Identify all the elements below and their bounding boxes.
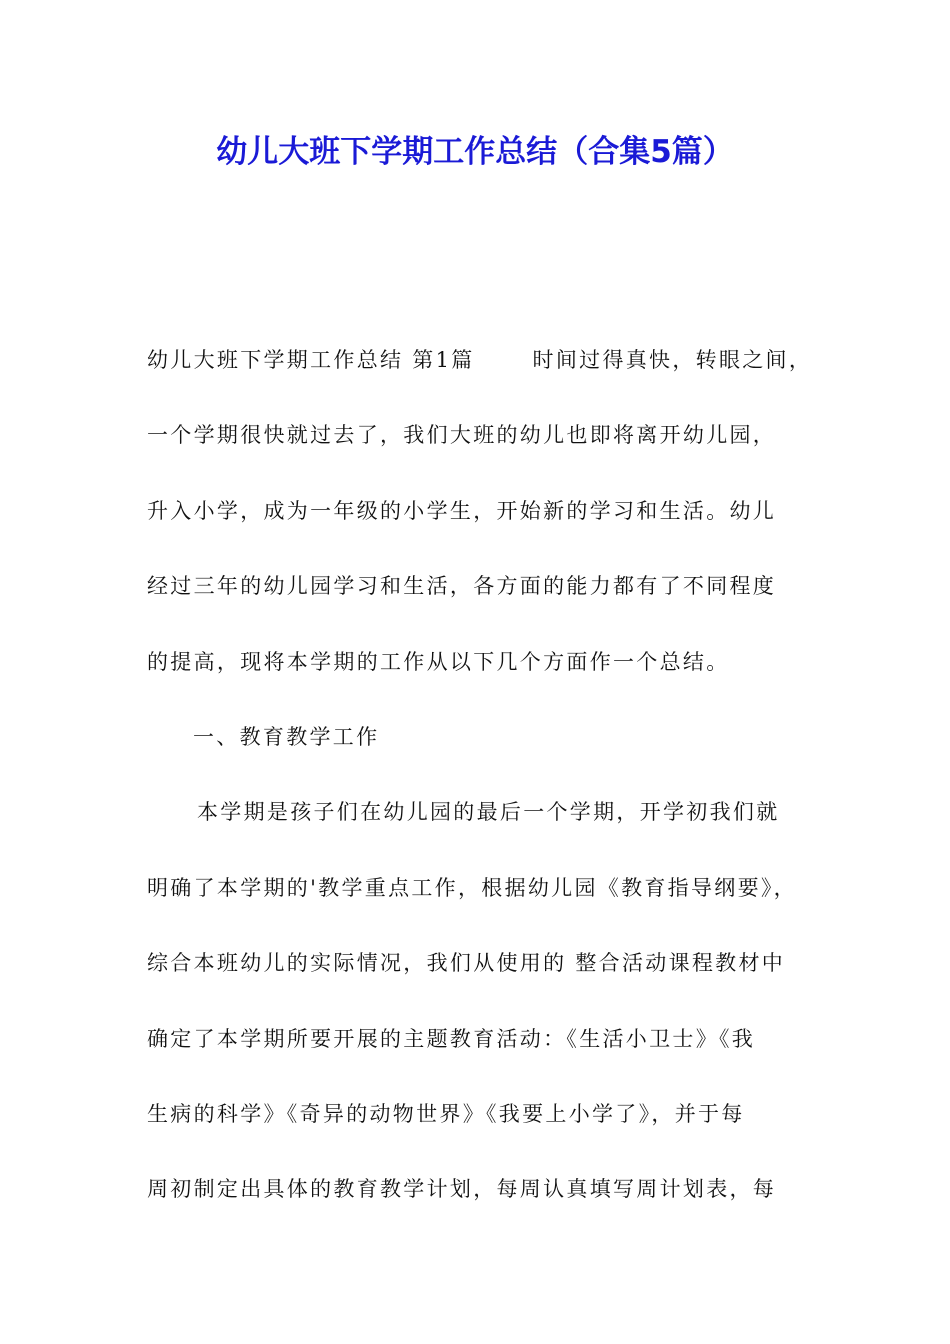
section-heading-part-1: 幼儿大班下学期工作总结 第1篇 bbox=[147, 348, 475, 372]
text-line: 确定了本学期所要开展的主题教育活动：《生活小卫士》《我 bbox=[147, 1026, 756, 1051]
text-line: 综合本班幼儿的实际情况，我们从使用的 整合活动课程教材中 bbox=[147, 951, 786, 976]
document-title: 幼儿大班下学期工作总结（合集5篇） bbox=[216, 134, 734, 170]
paragraph-1-opening-text: 时间过得真快，转眼之间， bbox=[532, 348, 813, 372]
text-line: 一个学期很快就过去了，我们大班的幼儿也即将离开幼儿园， bbox=[147, 423, 777, 448]
text-line: 明确了本学期的'教学重点工作，根据幼儿园《教育指导纲要》， bbox=[147, 875, 797, 900]
text-line: 的提高，现将本学期的工作从以下几个方面作一个总结。 bbox=[147, 649, 730, 674]
text-line: 生病的科学》《奇异的动物世界》《我要上小学了》，并于每 bbox=[147, 1101, 745, 1126]
section-heading-education: 一、教育教学工作 bbox=[193, 724, 380, 749]
text-line: 经过三年的幼儿园学习和生活，各方面的能力都有了不同程度 bbox=[147, 574, 777, 599]
text-line: 升入小学，成为一年级的小学生，开始新的学习和生活。幼儿 bbox=[147, 498, 777, 523]
text-line: 周初制定出具体的教育教学计划，每周认真填写周计划表，每 bbox=[147, 1177, 777, 1202]
text-line: 本学期是孩子们在幼儿园的最后一个学期，开学初我们就 bbox=[197, 800, 780, 825]
paragraph-1-first-line bbox=[147, 338, 812, 413]
document-body bbox=[147, 338, 812, 1243]
